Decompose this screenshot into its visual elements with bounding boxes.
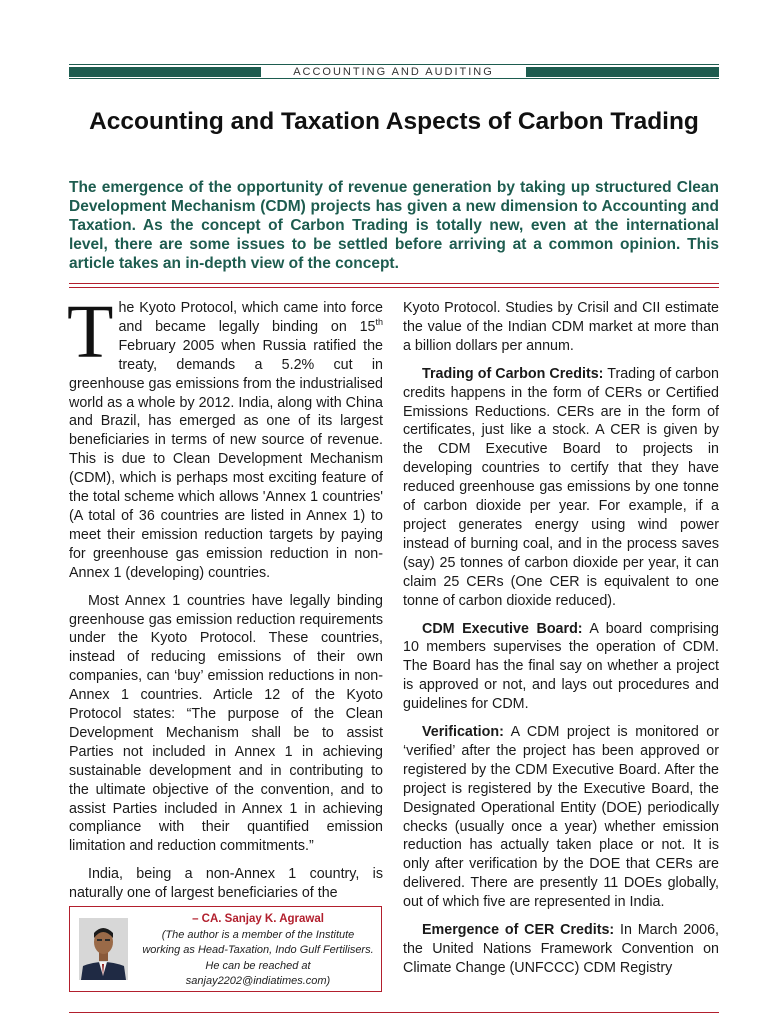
paragraph-market-value: Kyoto Protocol. Studies by Crisil and CII estimate the value of the Indian CDM market at more than a billion dollars per annum.: [403, 300, 719, 354]
body-trading: Trading of carbon credits happens in the form of CERs or Certified Emissions Reductions. CERs are in the form of certificates, just like a stock. A CER is given by the CDM Executive Board to projects in developing countries to certify that they have reduced greenhouse gas emissions by one tonne of carbon dioxide per year. For example, if a project generates energy using wind power instead of burning coal, and in the process saves (say) 25 tonnes of carbon dioxide per year, it can claim 25 CERs (One CER is equivalent to one tonne of carbon dioxide reduced).: [403, 365, 719, 609]
section-verification: [403, 723, 719, 912]
subhead-verification: Verification:: [422, 724, 504, 741]
intro-text-part1: he Kyoto Protocol, which came into force and became legally binding on 15: [118, 300, 383, 335]
author-portrait-image: [79, 918, 128, 980]
section-label: ACCOUNTING AND AUDITING: [293, 66, 494, 78]
footer-rule: [69, 1012, 719, 1013]
author-info: [142, 912, 374, 990]
section-cer-credits: [403, 921, 719, 978]
section-cdm-executive-board: [403, 620, 719, 715]
body-board: A board comprising 10 members supervises the operation of CDM. The Board has the final say on whether a project is approved or not, and lays out procedures and guidelines for CDM.: [403, 620, 719, 713]
subhead-cer-credits: Emergence of CER Credits:: [422, 922, 615, 939]
band-right-block: [526, 67, 719, 77]
article-title: Accounting and Taxation Aspects of Carbon Trading: [89, 108, 699, 135]
intro-text-part2: February 2005 when Russia ratified the treaty, demands a 5.2% cut in greenhouse gas emissions from the industrialised world as a whole by 2012. India, along with China and Brazil, has emerged as one of its largest beneficiaries in terms of new source of revenue. This is due to Clean Development Mechanism (CDM), which is perhaps most exciting feature of the total scheme which allows 'Annex 1 countries' (A total of 36 countries are listed in Annex 1) to meet their emission reduction targets by paying for greenhouse gas emission reduction in non-Annex 1 (developing) countries.: [69, 337, 383, 581]
left-column: [67, 290, 383, 912]
right-column: [403, 299, 719, 987]
paragraph-annex1: Most Annex 1 countries have legally binding greenhouse gas emission reduction requirements under the Kyoto Protocol. These countries, instead of reducing emissions of their own companies, can ‘buy’ emission reductions in non-Annex 1 countries. Article 12 of the Kyoto Protocol states: “The purpose of the Clean Development Mechanism shall be to assist Parties not included in Annex 1 in achieving sustainable development and in contributing to the ultimate objective of the convention, and to assist Parties included in Annex 1 in achieving compliance with their quantified emission limitation and reduction commitments.”: [69, 592, 383, 855]
article-deck: The emergence of the opportunity of revenue generation by taking up structured Clean Development Mechanism (CDM) projects has given a new dimension to Accounting and Taxation. As the concept of Carbon Trading is totally new, even at the international level, there are some issues to be settled before arriving at a common opinion. This article takes an in-depth view of the concept.: [69, 179, 719, 272]
subhead-trading: Trading of Carbon Credits:: [422, 365, 604, 382]
drop-cap: T: [67, 290, 114, 374]
paragraph-intro: [67, 290, 383, 583]
section-header-band: [69, 64, 719, 80]
subhead-board: CDM Executive Board:: [422, 620, 583, 637]
superscript-th: th: [375, 317, 383, 328]
body-cer-credits: In March 2006, the United Nations Framework Convention on Climate Change (UNFCCC) CDM Registry: [403, 922, 720, 976]
section-trading-carbon-credits: [403, 365, 719, 611]
author-name: – CA. Sanjay K. Agrawal: [192, 913, 324, 925]
band-left-block: [69, 67, 261, 77]
deck-divider-thin: [69, 287, 719, 288]
body-verification: A CDM project is monitored or ‘verified’ after the project has been approved or registered by the CDM Executive Board. After the project is registered by the Executive Board, the Designated Operational Entity (DOE) periodically checks (usually once a year) whether emission reduction has actually taken place or not. It is only after verification by the DOE that CERs are delivered. There are presently 11 DOEs globally, out of which five are represented in India.: [403, 724, 719, 911]
author-box: [69, 906, 382, 992]
band-bottom-rule: [69, 78, 719, 79]
author-photo: [79, 918, 128, 980]
paragraph-india: India, being a non-Annex 1 country, is naturally one of largest beneficiaries of the: [69, 866, 383, 902]
author-bio: (The author is a member of the Institute working as Head-Taxation, Indo Gulf Fertilisers. He can be reached at sanjay2202@indiatimes.com): [142, 928, 374, 987]
deck-divider: [69, 283, 719, 284]
